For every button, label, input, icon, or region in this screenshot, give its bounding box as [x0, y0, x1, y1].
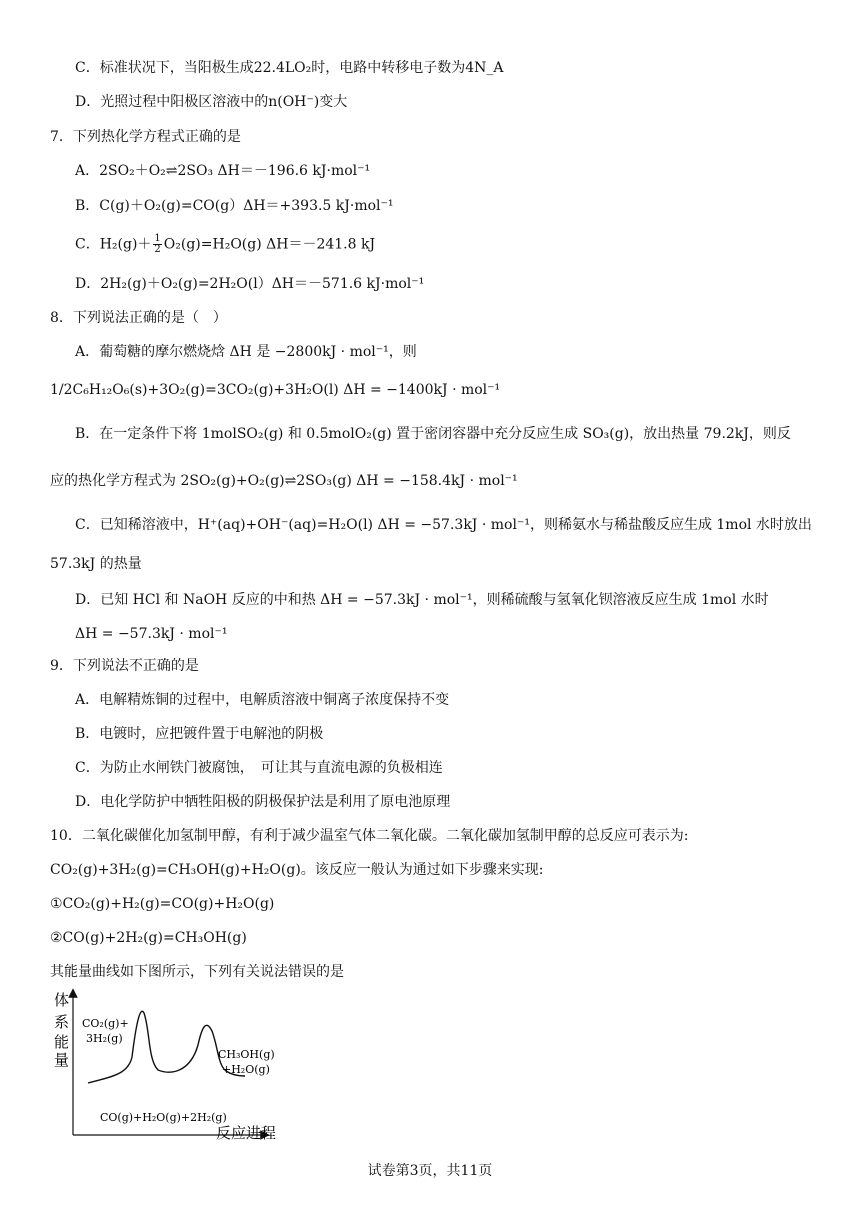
q6-option-c: C．标准状况下，当阳极生成22.4LO₂时，电路中转移电子数为4N_A [75, 60, 504, 76]
q7-option-d: D．2H₂(g)＋O₂(g)=2H₂O(l）ΔH＝－571.6 kJ·mol⁻¹ [75, 276, 425, 292]
page-footer: 试卷第3页，共11页 [367, 1163, 493, 1179]
y-axis-label-char: 能 [54, 1033, 70, 1051]
q6-option-d: D．光照过程中阳极区溶液中的n(OH⁻)变大 [75, 94, 348, 110]
q10-stem-line2: CO₂(g)+3H₂(g)=CH₃OH(g)+H₂O(g)。该反应一般认为通过如下步骤来实现: [50, 862, 544, 878]
q8-option-c-line1: C．已知稀溶液中，H⁺(aq)+OH⁻(aq)=H₂O(l) ΔH = −57.3kJ · mol⁻¹，则稀氨水与稀盐酸反应生成 1mol 水时放出 [75, 517, 812, 533]
q8-option-b-line2: 应的热化学方程式为 2SO₂(g)+O₂(g)⇌2SO₃(g) ΔH = −158.4kJ · mol⁻¹ [50, 473, 518, 489]
y-axis-label-char: 量 [54, 1051, 70, 1069]
y-axis-label-char: 系 [54, 1013, 70, 1031]
reactant-label: CO₂(g)+ [82, 1017, 129, 1030]
q9-option-b: B．电镀时，应把镀件置于电解池的阴极 [75, 726, 324, 742]
product-label: +H₂O(g) [222, 1063, 270, 1076]
product-label: CH₃OH(g) [218, 1048, 275, 1061]
x-axis-label: 反应进程 [216, 1124, 277, 1142]
q10-stem-line3: 其能量曲线如下图所示，下列有关说法错误的是 [50, 964, 344, 980]
q10-step-2: ②CO(g)+2H₂(g)=CH₃OH(g) [50, 930, 247, 946]
intermediate-label: CO(g)+H₂O(g)+2H₂(g) [100, 1111, 227, 1124]
q7c-suffix: O₂(g)=H₂O(g) ΔH＝－241.8 kJ [163, 236, 376, 253]
q8-option-c-line2: 57.3kJ 的热量 [50, 556, 142, 572]
q8-option-d-line1: D．已知 HCl 和 NaOH 反应的中和热 ΔH = −57.3kJ · mol⁻¹，则稀硫酸与氢氧化钡溶液反应生成 1mol 水时 [75, 592, 769, 608]
q8-option-a-line1: A．葡萄糖的摩尔燃烧焓 ΔH 是 −2800kJ · mol⁻¹，则 [75, 344, 417, 360]
q8-stem: 8．下列说法正确的是（ ） [50, 310, 227, 326]
q8-option-d-line2: ΔH = −57.3kJ · mol⁻¹ [75, 626, 228, 642]
q8-option-b-line1: B．在一定条件下将 1molSO₂(g) 和 0.5molO₂(g) 置于密闭容器中充分反应生成 SO₃(g)，放出热量 79.2kJ，则反 [75, 426, 791, 442]
reactant-label: 3H₂(g) [86, 1032, 123, 1045]
q10-stem-line1: 10．二氧化碳催化加氢制甲醇，有利于减少温室气体二氧化碳。二氧化碳加氢制甲醇的总反应可表示为: [50, 828, 689, 844]
q8-option-a-line2: 1/2C₆H₁₂O₆(s)+3O₂(g)=3CO₂(g)+3H₂O(l) ΔH = −1400kJ · mol⁻¹ [50, 382, 501, 398]
q7-option-a: A．2SO₂＋O₂⇌2SO₃ ΔH＝－196.6 kJ·mol⁻¹ [75, 163, 371, 179]
q7-option-c [75, 234, 375, 255]
q9-option-a: A．电解精炼铜的过程中，电解质溶液中铜离子浓度保持不变 [75, 692, 450, 708]
half-fraction [153, 234, 161, 255]
y-axis-label-char: 体 [54, 991, 70, 1009]
fraction-denominator: 2 [154, 244, 161, 255]
q9-stem: 9．下列说法不正确的是 [50, 658, 199, 674]
q7-stem: 7．下列热化学方程式正确的是 [50, 129, 241, 145]
q7c-prefix: C．H₂(g)＋ [75, 236, 152, 253]
q7-option-b: B．C(g)＋O₂(g)=CO(g）ΔH＝+393.5 kJ·mol⁻¹ [75, 198, 394, 214]
q9-option-c: C．为防止水闸铁门被腐蚀， 可让其与直流电源的负极相连 [75, 760, 443, 776]
q9-option-d: D．电化学防护中牺牲阳极的阴极保护法是利用了原电池原理 [75, 794, 451, 810]
fraction-numerator: 1 [154, 233, 161, 244]
energy-diagram [40, 985, 300, 1145]
q10-step-1: ①CO₂(g)+H₂(g)=CO(g)+H₂O(g) [50, 896, 275, 912]
